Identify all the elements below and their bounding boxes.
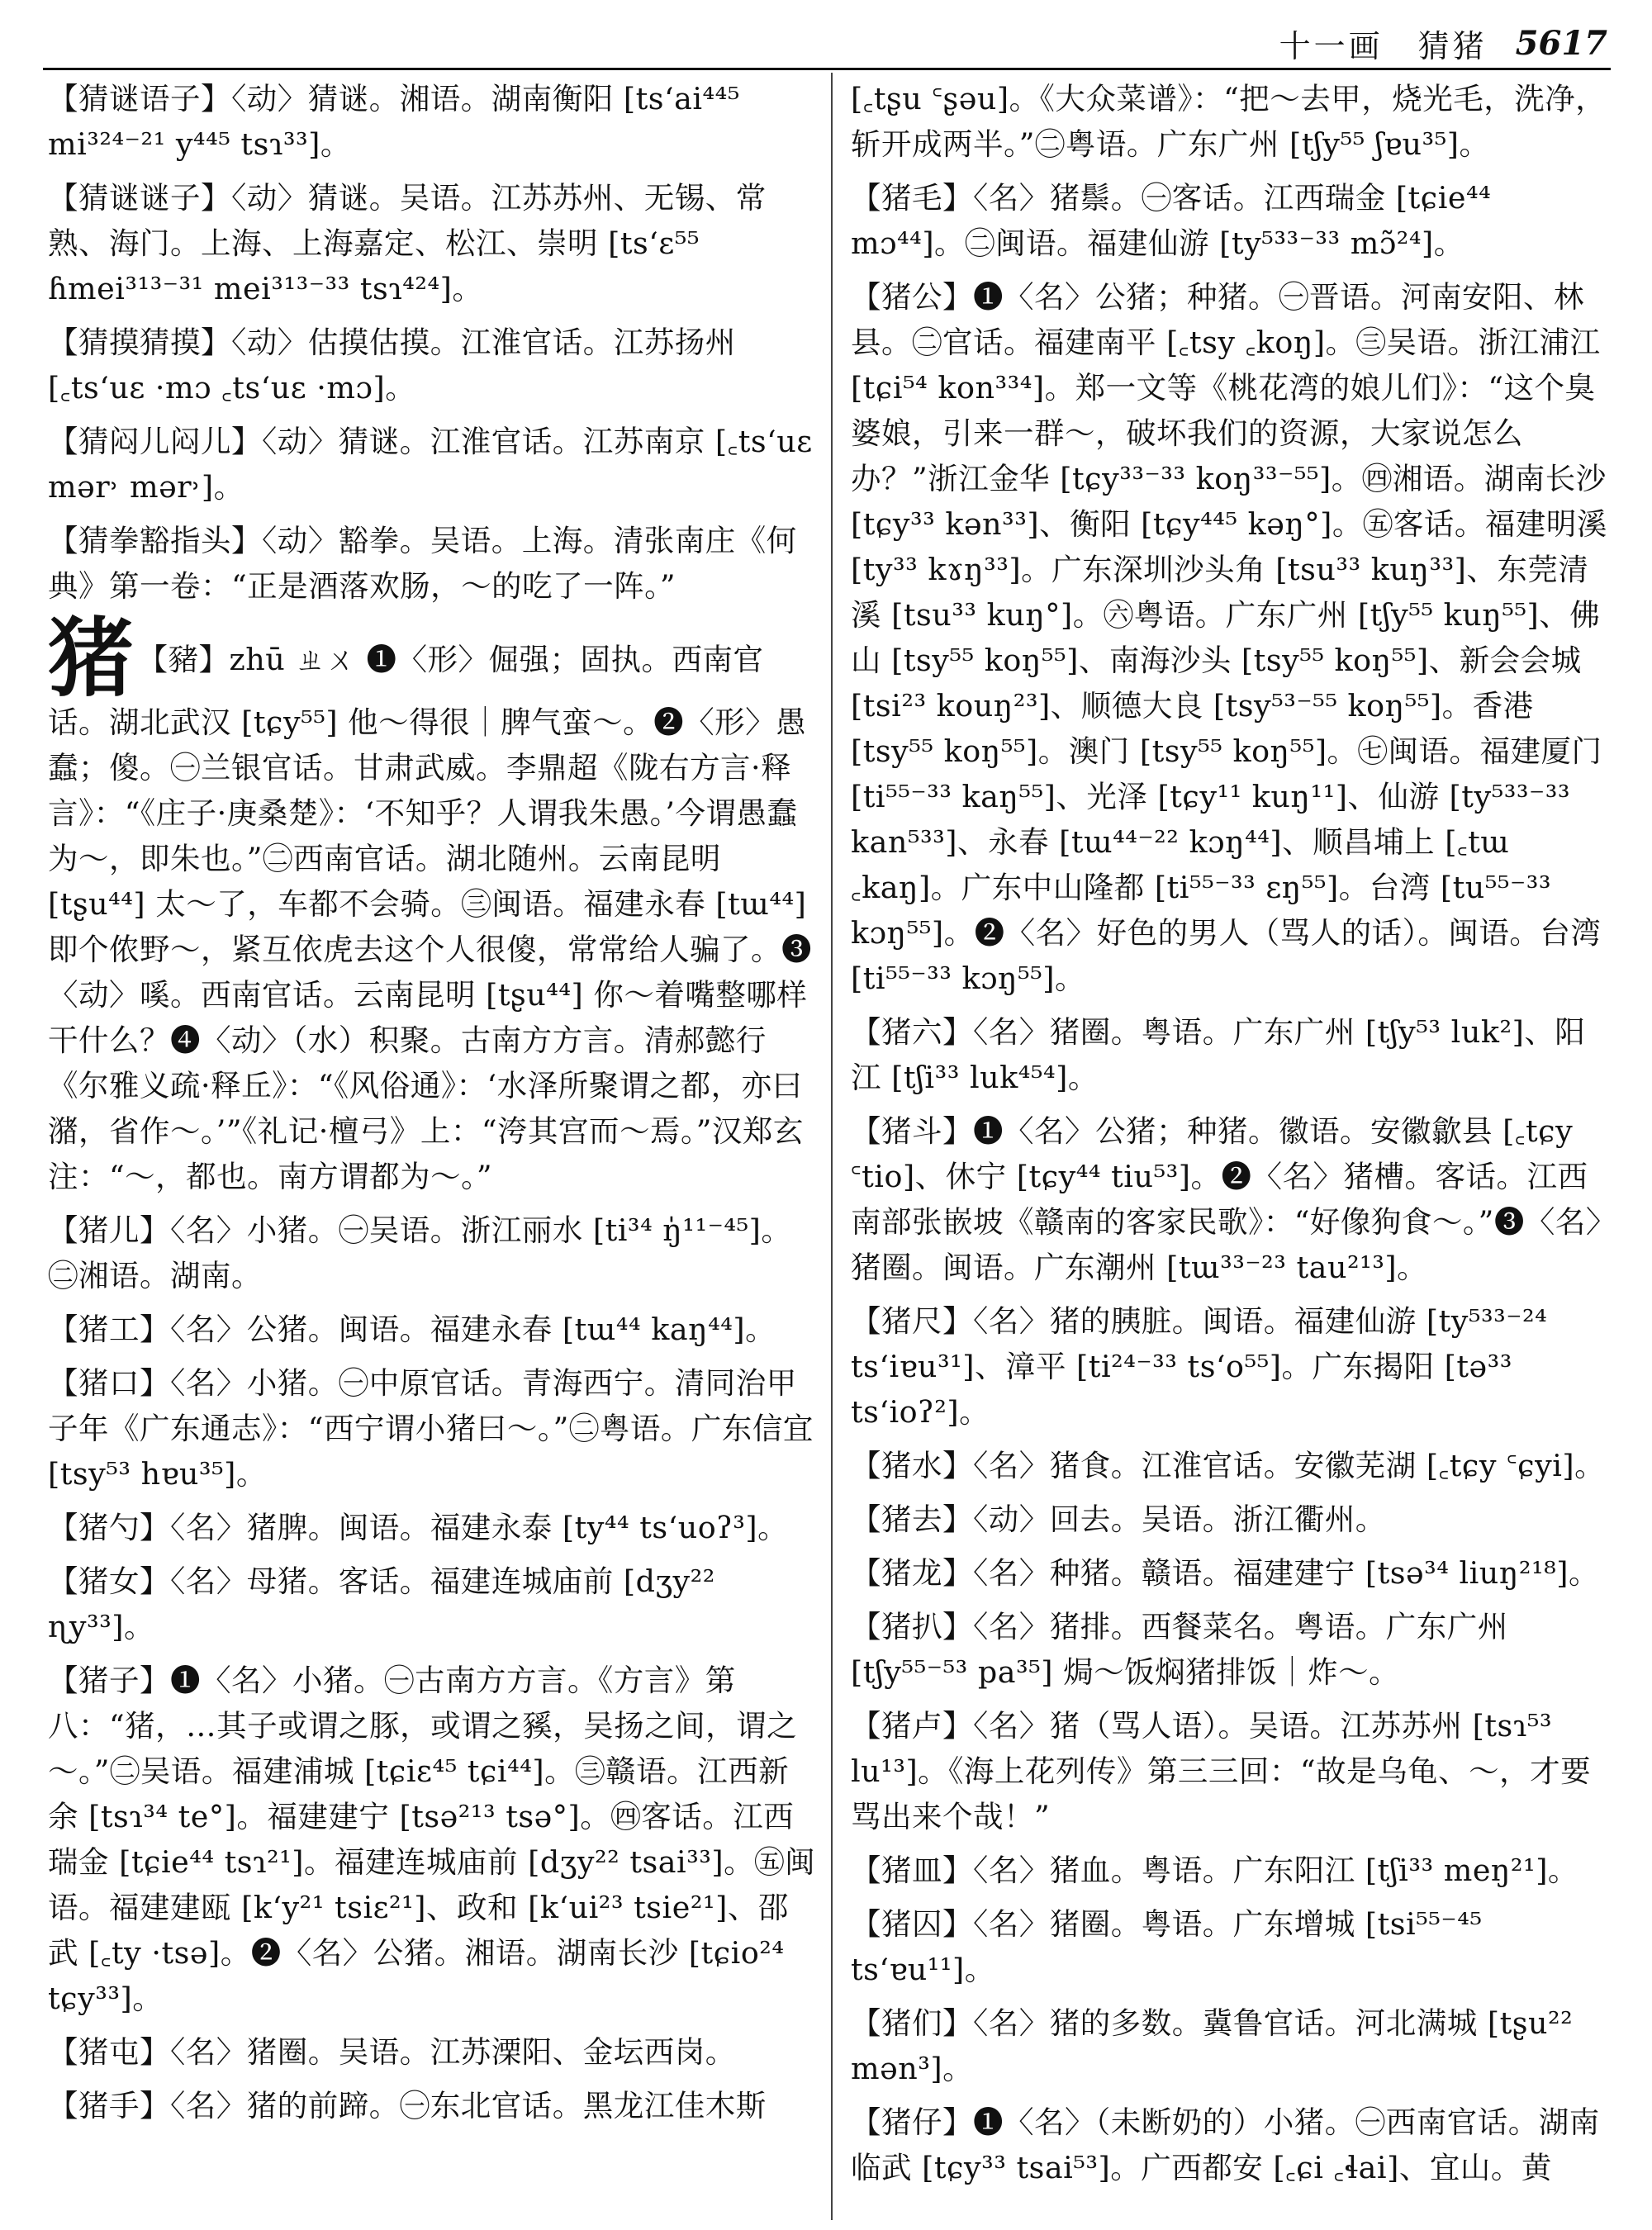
entry: 【猜谜谜子】〈动〉猜谜。吴语。江苏苏州、无锡、常熟、海门。上海、上海嘉定、松江、崇明 [tsʻɛ⁵⁵ ɦmei³¹³⁻³¹ mei³¹³⁻³³ tsɿ⁴²⁴]。 <box>48 180 767 306</box>
header-title: 十一画 猜猪 <box>1279 27 1488 64</box>
entry: 【猪仔】❶〈名〉（未断奶的）小猪。㊀西南官话。湖南临武 [tɕy³³ tsai⁵³]。广西都安 [꜀ɕi ꜀ɬai]、宜山。黄 <box>851 2104 1600 2185</box>
entry: 【猪儿】〈名〉小猪。㊀吴语。浙江丽水 [ti³⁴ ŋ̍¹¹⁻⁴⁵]。㊁湘语。湖南。 <box>48 1212 792 1293</box>
entry: 【猪口】〈名〉小猪。㊀中原官话。青海西宁。清同治甲子年《广东通志》：“西宁谓小猪曰～。”㊁粤语。广东信宜 [tsy⁵³ hɐu³⁵]。 <box>48 1365 814 1492</box>
right-column <box>851 76 1615 2199</box>
entry: 【猪囚】〈名〉猪圈。粤语。广东增城 [tsi⁵⁵⁻⁴⁵ tsʻɐu¹¹]。 <box>851 1906 1483 1987</box>
entry: 【猪手】〈名〉猪的前蹄。㊀东北官话。黑龙江佳木斯 <box>48 2088 767 2123</box>
entry: 【猪斗】❶〈名〉公猪；种猪。徽语。安徽歙县 [꜀tɕy ꜂tio]、休宁 [tɕy⁴⁴ tiu⁵³]。❷〈名〉猪槽。客话。江西南部张嵌坡《赣南的客家民歌》：“好像狗食～。”❸〈名〉猪圈。闽语。广东潮州 [tɯ³³⁻²³ tau²¹³]。 <box>851 1113 1602 1285</box>
entry: 【猪龙】〈名〉种猪。赣语。福建建宁 [tsə³⁴ liuŋ²¹⁸]。 <box>851 1555 1599 1591</box>
entry: 【猪子】❶〈名〉小猪。㊀古南方方言。《方言》第八：“猪，…其子或谓之豚，或谓之豯，吴扬之间，谓之～。”㊁吴语。福建浦城 [tɕiɛ⁴⁵ tɕi⁴⁴]。㊂赣语。江西新余 [tsɿ³⁴ te°]。福建建宁 [tsə²¹³ tsə°]。㊃客话。江西瑞金 [tɕie⁴⁴ tsɿ²¹]。福建连城庙前 [dʒy²² tsai³³]。㊄闽语。福建建瓯 [kʻy²¹ tsiɛ²¹]、政和 [kʻui²³ tsie²¹]、邵武 [꜀ty ·tsə]。❷〈名〉公猪。湘语。湖南长沙 [tɕio²⁴ tɕy³³]。 <box>48 1663 816 2016</box>
entry: 【猪女】〈名〉母猪。客话。福建连城庙前 [dʒy²² ɳy³³]。 <box>48 1563 715 1644</box>
entry: 【猜摸猜摸】〈动〉估摸估摸。江淮官话。江苏扬州 [꜀tsʻuɛ ·mɔ ꜀tsʻuɛ ·mɔ]。 <box>48 325 736 406</box>
entry: 【猪工】〈名〉公猪。闽语。福建永春 [tɯ⁴⁴ kaŋ⁴⁴]。 <box>48 1312 776 1347</box>
entry: 【猪尺】〈名〉猪的胰脏。闽语。福建仙游 [ty⁵³³⁻²⁴ tsʻiɐu³¹]、漳平 [ti²⁴⁻³³ tsʻo⁵⁵]。广东揭阳 [tə³³ tsʻioʔ²]。 <box>851 1303 1548 1430</box>
headword-definition: 【豬】zhū ㄓㄨ ❶〈形〉倔强；固执。西南官话。湖北武汉 [tɕy⁵⁵] 他～得很｜脾气蛮～。❷〈形〉愚蠢；傻。㊀兰银官话。甘肃武威。李鼎超《陇右方言·释言》：“《庄子·庚桑楚》：‘不知乎？人谓我朱愚。’今谓愚蠢为～，即朱也。”㊁西南官话。湖北随州。云南昆明 [tʂu⁴⁴] 太～了，车都不会骑。㊂闽语。福建永春 [tɯ⁴⁴] 即个侬野～，紧互依虎去这个人很傻，常常给人骗了。❸〈动〉嗘。西南官话。云南昆明 [tʂu⁴⁴] 你～着嘴整哪样干什么？❹〈动〉（水）积聚。古南方方言。清郝懿行《尔雅义疏·释丘》：“《风俗通》：‘水泽所聚谓之都，亦曰潴，省作～。’”《礼记·檀弓》上：“洿其宫而～焉。”汉郑玄注：“～，都也。南方谓都为～。” <box>48 642 812 1194</box>
entry: 【猪卢】〈名〉猪（骂人语）。吴语。江苏苏州 [tsɿ⁵³ lu¹³]。《海上花列传》第三三回：“故是乌龟、～，才要骂出来个哉！” <box>851 1708 1592 1834</box>
entry: 【猪去】〈动〉回去。吴语。浙江衢州。 <box>851 1502 1386 1537</box>
page-number: 5617 <box>1515 23 1607 63</box>
entry: 【猪屯】〈名〉猪圈。吴语。江苏溧阳、金坛西岗。 <box>48 2034 736 2070</box>
entry: 【猪皿】〈名〉猪血。粤语。广东阳江 [tʃi³³ meŋ²¹]。 <box>851 1853 1578 1888</box>
entry: [꜀tʂu ꜂ʂəu]。《大众菜谱》：“把～去甲，烧光毛，洗净，斩开成两半。”㊁粤语。广东广州 [tʃy⁵⁵ ʃɐu³⁵]。 <box>851 81 1607 162</box>
entry: 【猪公】❶〈名〉公猪；种猪。㊀晋语。河南安阳、林县。㊁官话。福建南平 [꜀tsy ꜀koŋ]。㊂吴语。浙江浦江 [tɕi⁵⁴ kon³³⁴]。郑一文等《桃花湾的娘儿们》：“这个臭婆娘，引来一群～，破坏我们的资源，大家说怎么办？”浙江金华 [tɕy³³⁻³³ koŋ³³⁻⁵⁵]。㊃湘语。湖南长沙 [tɕy³³ kən³³]、衡阳 [tɕy⁴⁴⁵ kəŋ°]。㊄客话。福建明溪 [ty³³ kɤŋ³³]。广东深圳沙头角 [tsu³³ kuŋ³³]、东莞清溪 [tsu³³ kuŋ°]。㊅粤语。广东广州 [tʃy⁵⁵ kuŋ⁵⁵]、佛山 [tsy⁵⁵ koŋ⁵⁵]、南海沙头 [tsy⁵⁵ koŋ⁵⁵]、新会会城 [tsi²³ kouŋ²³]、顺德大良 [tsy⁵³⁻⁵⁵ koŋ⁵⁵]。香港 [tsy⁵⁵ koŋ⁵⁵]。澳门 [tsy⁵⁵ koŋ⁵⁵]。㊆闽语。福建厦门 [ti⁵⁵⁻³³ kaŋ⁵⁵]、光泽 [tɕy¹¹ kuŋ¹¹]、仙游 [ty⁵³³⁻³³ kan⁵³³]、永春 [tɯ⁴⁴⁻²² kɔŋ⁴⁴]、顺昌埔上 [꜀tɯ ꜀kaŋ]。广东中山隆都 [ti⁵⁵⁻³³ ɛŋ⁵⁵]。台湾 [tu⁵⁵⁻³³ kɔŋ⁵⁵]。❷〈名〉好色的男人（骂人的话）。闽语。台湾 [ti⁵⁵⁻³³ kɔŋ⁵⁵]。 <box>851 279 1607 996</box>
entry: 【猪勺】〈名〉猪脾。闽语。福建永泰 [ty⁴⁴ tsʻuoʔ³]。 <box>48 1510 789 1545</box>
left-column <box>48 76 816 2137</box>
entry: 【猪毛】〈名〉猪鬃。㊀客话。江西瑞金 [tɕie⁴⁴ mɔ⁴⁴]。㊁闽语。福建仙游 [ty⁵³³⁻³³ mɔ̃²⁴]。 <box>851 180 1492 261</box>
headword-entry <box>48 607 816 1199</box>
entry: 【猪六】〈名〉猪圈。粤语。广东广州 [tʃy⁵³ luk²]、阳江 [tʃi³³ luk⁴⁵⁴]。 <box>851 1014 1586 1095</box>
page-header <box>1279 18 1607 68</box>
header-rule <box>43 68 1611 70</box>
entry: 【猜谜语子】〈动〉猜谜。湘语。湖南衡阳 [tsʻai⁴⁴⁵ mi³²⁴⁻²¹ y⁴⁴⁵ tsɿ³³]。 <box>48 81 740 162</box>
entry: 【猪们】〈名〉猪的多数。冀鲁官话。河北满城 [tʂu²² mən³]。 <box>851 2005 1574 2086</box>
entry: 【猜拳豁指头】〈动〉豁拳。吴语。上海。清张南庄《何典》第一卷：“正是酒落欢肠，～的吃了一阵。” <box>48 523 797 604</box>
headword-character: 猪 <box>48 607 135 709</box>
entry: 【猪扒】〈名〉猪排。西餐菜名。粤语。广东广州 [tʃy⁵⁵⁻⁵³ pa³⁵] 焗～饭焖猪排饭｜炸～。 <box>851 1609 1508 1690</box>
column-divider <box>831 73 833 2220</box>
entry: 【猜闷儿闷儿】〈动〉猜谜。江淮官话。江苏南京 [꜀tsʻuɛ mər˒ mər˒]。 <box>48 424 813 505</box>
entry: 【猪水】〈名〉猪食。江淮官话。安徽芜湖 [꜀tɕy ꜂ɕyi]。 <box>851 1448 1606 1483</box>
